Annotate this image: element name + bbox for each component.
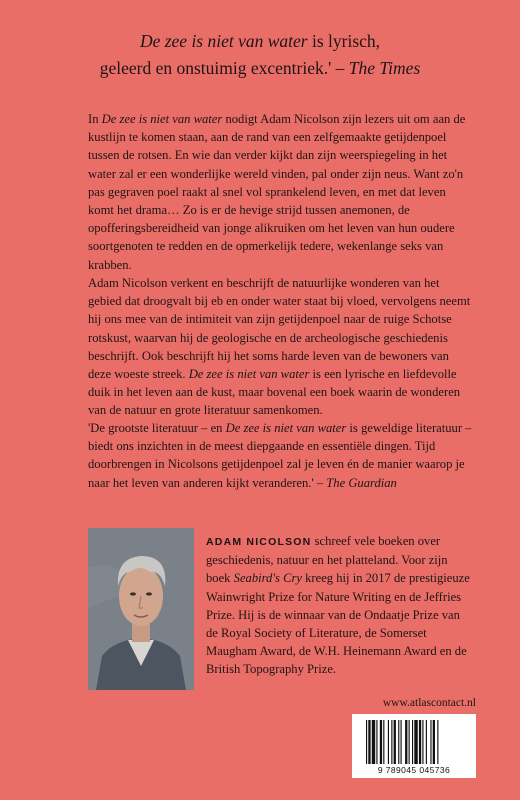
barcode-bar xyxy=(383,720,384,764)
barcode-bar xyxy=(414,720,417,764)
barcode-bar xyxy=(426,720,427,764)
barcode-bar xyxy=(437,720,438,764)
barcode-bar xyxy=(388,720,389,764)
barcode-bar xyxy=(376,720,377,764)
author-name: ADAM NICOLSON xyxy=(206,536,312,548)
p3-title: De zee is niet van water xyxy=(225,421,347,435)
author-bio xyxy=(206,532,474,679)
barcode-bar xyxy=(401,720,402,764)
isbn-digits: 9 789045 045736 xyxy=(377,765,451,775)
barcode-bars xyxy=(366,720,462,764)
p2-title: De zee is niet van water xyxy=(188,367,310,382)
barcode-bar xyxy=(419,720,421,764)
quote-source: The Times xyxy=(348,58,421,78)
barcode-bar xyxy=(433,720,435,764)
barcode-bar xyxy=(394,720,396,764)
p1-title: De zee is niet van water xyxy=(101,112,223,126)
p1-body: nodigt Adam Nicolson zijn lezers uit om aan de kustlijn te komen staan, aan de rand van een zelfgemaakte getijdenpoel tussen de rotsen. En wie dan verder kijkt dan zijn weerspiegeling in het water zal er een wonderlijke wereld vinden, pal onder zijn neus. Want zo'n pas gegraven poel raakt al snel vol sprankelend leven, en met dat leven komt het drama… Zo is er de hevige strijd tussen anemonen, de opofferingsbereidheid van jonge alikruiken om het leven van hun oudere soortgenoten te redden en de opmerkelijk tedere, wekenlange seks van krabben. xyxy=(88,112,466,272)
barcode-bar xyxy=(366,720,367,764)
synopsis-paragraph-1 xyxy=(88,110,473,274)
bio-book-title: Seabird's Cry xyxy=(233,571,302,586)
bio-text-2: kreeg hij in 2017 de prestigieuze Wainwright Prize for Nature Writing en de Jeffries Prize. Hij is de winnaar van de Ondaatje Prize van de Royal Society of Literature, de Somerset Maugham Award, de W.H. Heinemann Award en de British Topography Prize. xyxy=(206,571,470,677)
barcode-bar xyxy=(398,720,399,764)
p3-source: The Guardian xyxy=(326,475,397,490)
barcode-bar xyxy=(412,720,413,764)
quote-book-title: De zee is niet van water xyxy=(139,31,308,51)
p2-body-2: is een lyrische en liefdevolle duik in het leven aan de kust, maar bovenal een boek waarin de wonderen van de natuur en grote literatuur samenkomen. xyxy=(88,367,461,418)
barcode-bar xyxy=(368,720,370,764)
barcode-bar xyxy=(409,720,410,764)
review-quote-paragraph xyxy=(88,419,473,492)
barcode-bar xyxy=(380,720,382,764)
p3-body: is geweldige literatuur – biedt ons inzichten in de meest diepgaande en essentiële dingen. Tijd doorbrengen in Nicolsons getijdenpoel zal je leven én de manier waarop je naar het leven van anderen kijkt veranderen.' – xyxy=(88,421,472,490)
barcode-bar xyxy=(391,720,392,764)
bio-text-1: schreef vele boeken over geschiedenis, natuur en het platteland. Voor zijn boek xyxy=(206,534,448,586)
p3-prefix: 'De grootste literatuur – en xyxy=(88,421,226,435)
synopsis-paragraph-2 xyxy=(88,274,473,420)
p2-body-1: Adam Nicolson verkent en beschrijft de natuurlijke wonderen van het gebied dat droogvalt bij eb en onder water staat bij vloed, vervolgens neemt hij ons mee van de intimiteit van zijn getijdenpoel naar de ruige Schotse rotskust, waarvan hij de geologische en de archeologische geschiedenis beschrijft. Ook beschrijft hij het soms harde leven van de bewoners van deze woeste streek. xyxy=(88,276,471,382)
barcode-bar xyxy=(372,720,375,764)
p1-prefix: In xyxy=(88,112,102,126)
quote-text-2: geleerd en onstuimig excentriek.' – xyxy=(99,58,349,78)
barcode-bar xyxy=(422,720,423,764)
isbn-barcode xyxy=(352,714,476,778)
publisher-website[interactable]: www.atlascontact.nl xyxy=(382,697,476,709)
back-cover-quote xyxy=(40,28,480,82)
quote-text-1: is lyrisch, xyxy=(307,31,381,51)
barcode-bar xyxy=(405,720,407,764)
author-photo xyxy=(88,528,194,690)
barcode-bar xyxy=(430,720,431,764)
